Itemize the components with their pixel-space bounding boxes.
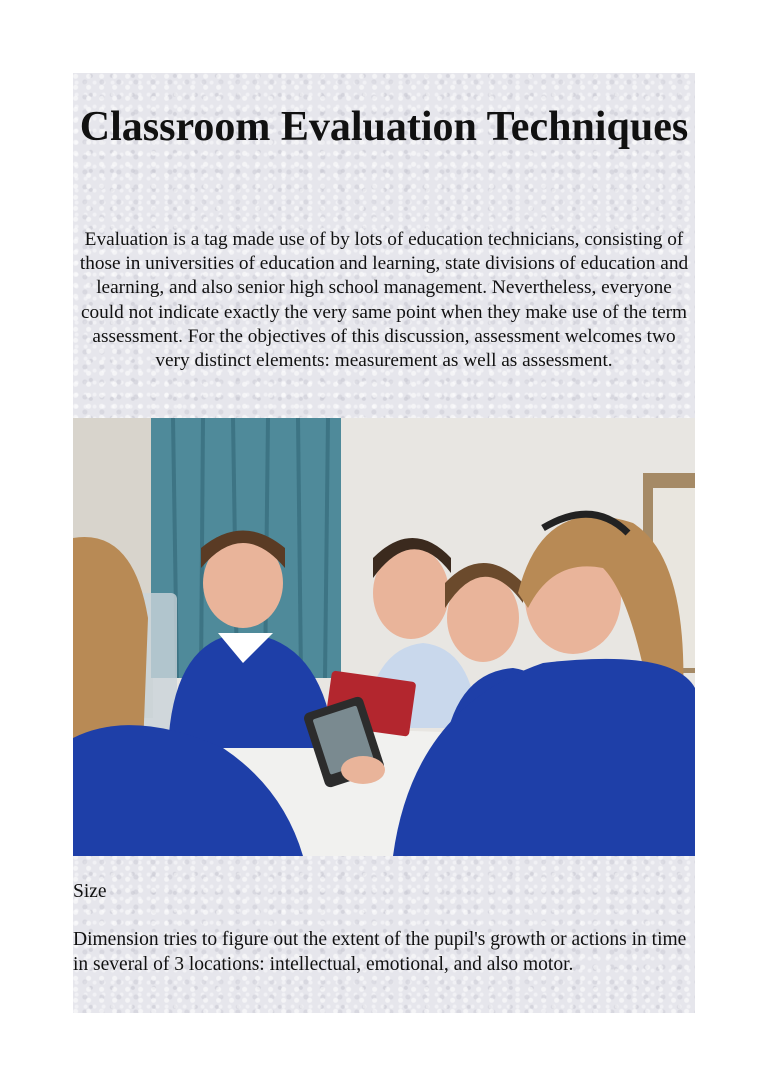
intro-paragraph: Evaluation is a tag made use of by lots of education technicians, consisting of those in universities of education and learning, state divisions of education and learning, and also senior high school management. Nevertheless, everyone could not indicate exactly the very same point when they make use of the term assessment. For the objectives of this discussion, assessment welcomes two very distinct elements: measurement as well as assessment. xyxy=(79,229,689,372)
page-title: Classroom Evaluation Techniques xyxy=(79,104,689,150)
section-heading: Size xyxy=(73,881,107,902)
section-body-paragraph: Dimension tries to figure out the extent of the pupil's growth or actions in time in several of 3 locations: intellectual, emotional, and also motor. xyxy=(73,929,687,975)
classroom-photo xyxy=(73,418,695,856)
